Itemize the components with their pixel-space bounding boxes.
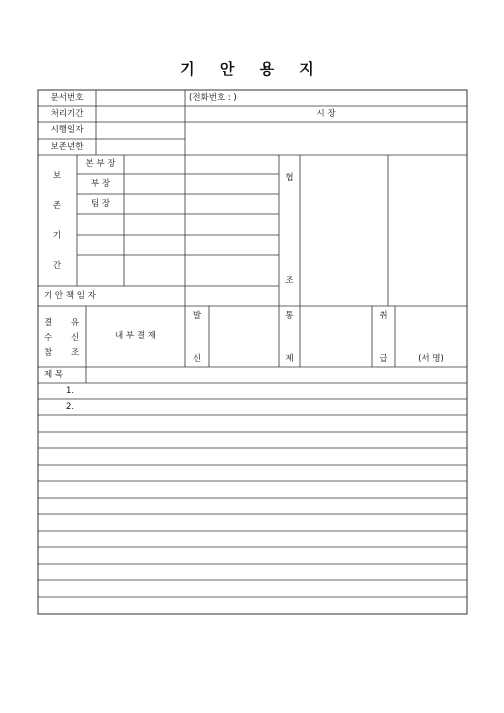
routing-label-approval-1: 결 — [44, 318, 53, 328]
signature-label: (서 명) — [418, 354, 444, 364]
cooperation-char-1: 협 — [285, 173, 294, 183]
effective-date-label: 시행일자 — [50, 125, 84, 135]
retention-period-label: 보존년한 — [50, 142, 84, 152]
phone-label: (전화번호 : ) — [189, 93, 237, 103]
retention-side-char-2: 존 — [52, 201, 62, 211]
doc-number-label: 문서번호 — [50, 93, 84, 103]
position-director: 본 부 장 — [85, 159, 116, 169]
comm-char-1: 통 — [285, 311, 294, 321]
position-team-lead: 팀 장 — [90, 199, 111, 209]
routing-label-approval-2: 유 — [71, 318, 80, 328]
retention-side-char-3: 기 — [52, 231, 62, 241]
body-line-2: 2. — [66, 402, 75, 412]
handle-char-2: 급 — [379, 354, 388, 364]
retention-side-char-4: 간 — [52, 261, 62, 271]
internal-approval-label: 내 부 결 재 — [115, 331, 156, 341]
position-manager: 부 장 — [90, 179, 111, 189]
body-line-1: 1. — [66, 386, 75, 396]
send-char-2: 신 — [192, 354, 202, 364]
subject-label: 제 목 — [44, 370, 64, 380]
comm-char-2: 제 — [285, 354, 294, 364]
mayor-label: 시 장 — [316, 109, 336, 119]
routing-label-recipient-2: 신 — [71, 333, 80, 343]
routing-label-reference-1: 참 — [44, 348, 53, 358]
routing-label-reference-2: 조 — [71, 348, 80, 358]
cooperation-char-2: 조 — [285, 276, 294, 286]
responsible-label: 기 안 책 임 자 — [44, 291, 96, 301]
retention-side-char-1: 보 — [52, 171, 62, 181]
handle-char-1: 취 — [379, 311, 388, 321]
processing-period-label: 처리기간 — [50, 109, 84, 119]
send-char-1: 발 — [192, 311, 202, 321]
page-title: 기 안 용 지 — [180, 60, 324, 78]
routing-label-recipient-1: 수 — [44, 333, 53, 343]
